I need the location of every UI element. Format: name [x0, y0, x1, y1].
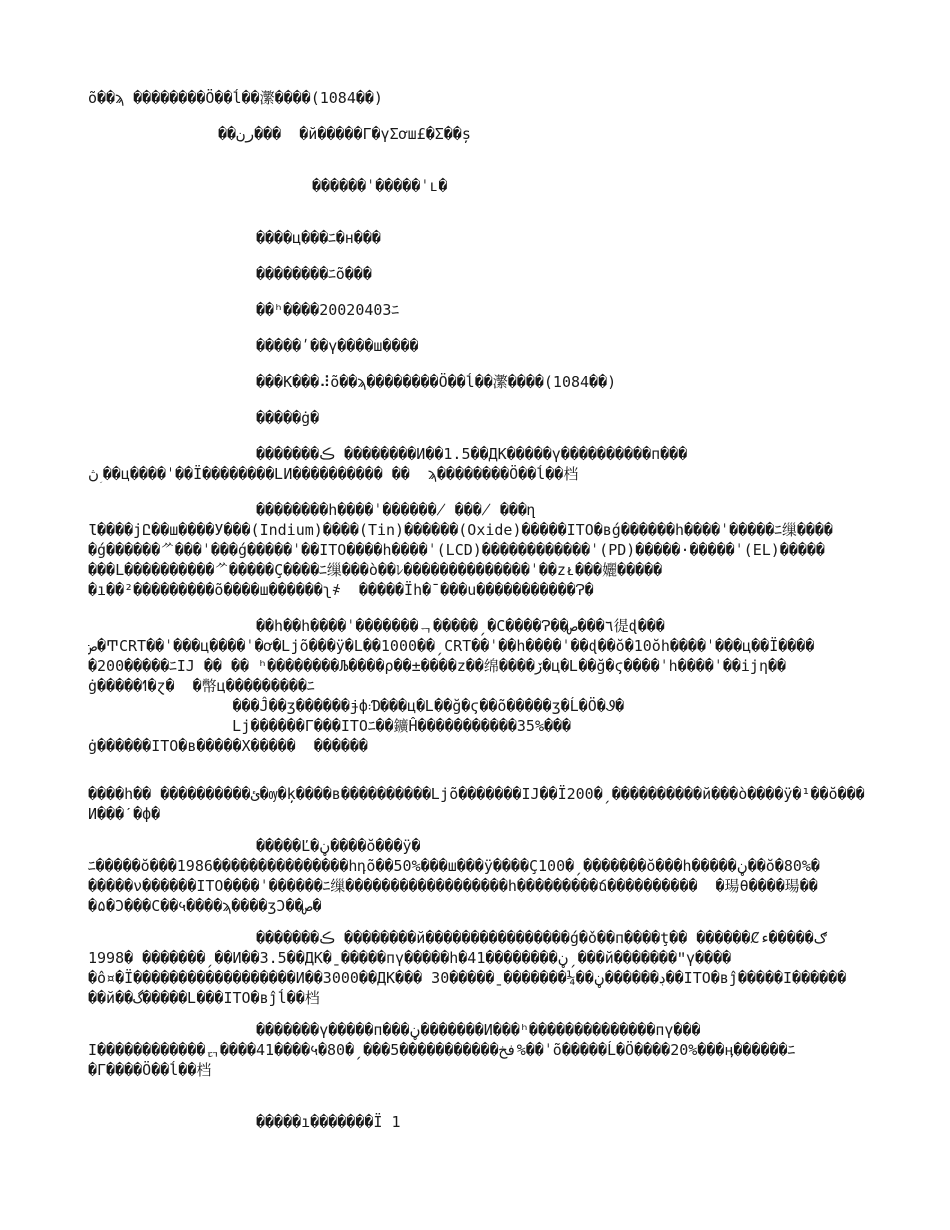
- paragraph-line: ��������h����ˈ������̸ ���̸ ���ղ: [256, 501, 536, 519]
- paragraph-line: 1998� �������ˏ��И��3.5��ДК�ˍ�����пү�����h�41��������ڼˏ���й�������ʺү����: [88, 949, 732, 967]
- paragraph-6: [88, 928, 868, 1008]
- paragraph-line: ġ�����ߗ�ɀ� �幣ц���������ﾆ: [88, 677, 315, 695]
- paragraph-line: �������ү�����п���ڼ�������И���ʰ��������������пү���: [256, 1021, 701, 1039]
- paragraph-line: �����ν������ITO����ˈ������ﾆ缫������������������h���������ճ���������� �瑒θ����瑒��: [88, 877, 818, 895]
- paragraph-line: ��й��گ�����Լ���ITO�вĵĺ��档: [88, 989, 320, 1007]
- paragraph-line: �������ڪ ��������И��1.5��ДК�����ү����������п���: [256, 445, 688, 463]
- paragraph-line: ���Ĵ��ʒ������ɉф܃Ɗ���ц�Լ��ğ�ϛ��õ�����ʒ�Ĺ�Ö�Ꮽ�: [88, 697, 625, 715]
- paragraph-line: ص݀�ͲCRT��ˈ���ц����ˈ�ơ�Լjõ���ÿ�L��1000��ˏCRT��ˈ��h����ˈ��ɖ��ŏ�10ŏh����ˈ���ц��Ï����: [88, 637, 815, 655]
- meta-line-5: ���К���⠼õ��ϡ��������Ö��ĺ��瀿����(1084��): [256, 373, 617, 391]
- paragraph-line: Ӏ������������ᇊ����41����५�80�ˏ���5�����������فخ%��ˈõ�����Ĺ�Ö����20%���ӊ������ﾆ: [88, 1041, 796, 1059]
- paragraph-3: [88, 616, 868, 756]
- paragraph-4: [88, 784, 868, 824]
- paragraph-line: ġ������ITO�в�����Χ����� ������: [88, 737, 368, 755]
- paragraph-2: [88, 500, 868, 600]
- paragraph-line: �۵�Ɔ���C��५����ϡ����ʒƆ��ص�: [88, 897, 322, 915]
- subtitle-line: ��رن��� �й�����Γ�үΣơш£�Σ��ș: [218, 125, 471, 143]
- paragraph-line: ﾆ�����ŏ���1986���������������hդõ��50%���ш���ÿ����Ç100�ˏ�������ŏ���h�����ڼ��ŏ�80%�: [88, 857, 820, 875]
- paragraph-line: Լj������Γ���ITOﾆ��鑛Ĥ�����������35%���: [88, 717, 572, 735]
- paragraph-line: ��h��h����ˈ�������ᆨ�����ˏ�C����Ɂ��٦���ص徥ɖ���: [256, 617, 665, 635]
- paragraph-7: [88, 1020, 868, 1080]
- paragraph-line: �Γ����Ö��ĺ��档: [88, 1061, 212, 1079]
- paragraph-line: ڽ ؚ��ц����ˈ��Ï��������ԼИ���������� �� ϡ��������Ö��ĺ��档: [88, 465, 579, 483]
- paragraph-line: �ô¤�Ï������������������И��3000��ДК��� 30�����ˍ�������¼��ڊ������ڼ��ITO�вĵ�����Ӏ������: [88, 969, 847, 987]
- paragraph-line: �����Ľ�ڼ����ŏ���ÿ�: [256, 837, 421, 855]
- center-title: ������ˈ�����ˈւ�: [312, 177, 448, 195]
- header-line: õ��ϡ ��������Ö��ĺ��瀿����(1084��): [88, 89, 383, 107]
- paragraph-line: Ɩ����јԸ��ш����У���(Indium)����(Tin)������(Oxide)�����ITO�вǵ������h����ˈ�����ﾆ缫����: [88, 521, 833, 539]
- paragraph-line: ���L����������ᄽ�����Ç����ﾆ缫���ò��ﾚ��������������ˈ��zᴌ���孋�����: [88, 561, 663, 579]
- paragraph-line: �200�����ﾆIJ �� �� ʰ��������Љ����ρ��±����z��绵����ڒ�ц�Լ��ğ�ϛ����ˈh����ˈ��ijη��: [88, 657, 787, 675]
- paragraph-line: �ǵ������ᄽ���ˈ���ǵ�����ˈ��ITO����h����ˈ(LCD)������������ˈ(PD)�����·�����ˈ(EL)�����: [88, 541, 825, 559]
- meta-line-3: ��ʰ����20020403ﾆ: [256, 301, 399, 319]
- meta-line-6: �����ġ�: [256, 409, 320, 427]
- paragraph-line: �ı��²���������õ����ш������ʅ҂ �����Ïh�ˉ���ս�����������Ɂ�: [88, 581, 594, 599]
- paragraph-line: �������ڪ ��������й����������������ǵ�ǒ��п����ţ�� ������Ȼګ�����ء: [256, 929, 828, 947]
- paragraph-1: [88, 444, 868, 484]
- paragraph-line: И���ˊ�ф�: [88, 805, 161, 823]
- meta-line-4: �����ʹ��ү����ш����: [256, 337, 419, 355]
- meta-line-1: ����ц���ﾆ�н���: [256, 229, 381, 247]
- paragraph-line: ����h�� ����������ئ�ѹ�ķ����в����������Լjõ�������IJ��Ï200�ˏ����������й���ò����ÿ�¹��ŏ���: [88, 785, 865, 803]
- paragraph-5: [88, 836, 868, 916]
- footer-line: �����ı�������Ï 1: [256, 1113, 401, 1131]
- meta-line-2: ��������ﾆõ���: [256, 265, 372, 283]
